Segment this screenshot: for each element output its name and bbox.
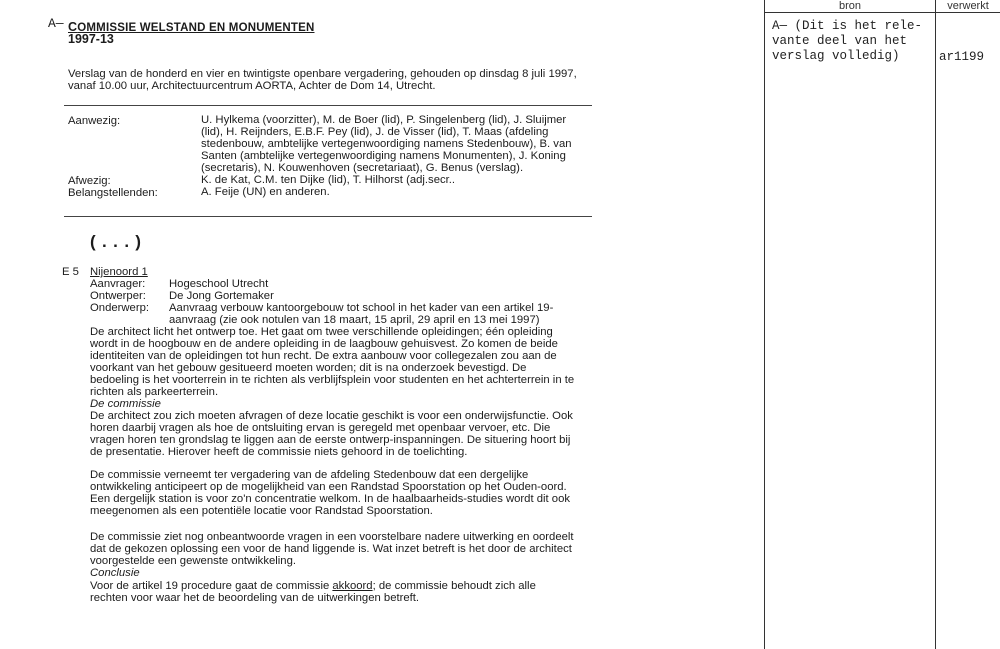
- conclusion-line: rechten voor waar het de beoordeling van de uitwerkingen betreft.: [90, 592, 420, 604]
- item-number: E 5: [62, 266, 79, 278]
- conclusion-line: [90, 580, 536, 592]
- present-line: (secretaris), N. Kouwenhoven (secretariaat), G. Benus (verslag).: [201, 162, 524, 174]
- processed-column-header: verwerkt: [947, 0, 989, 12]
- body-line: identiteiten van de opleidingen tot hun recht. De extra aanbouw voor collegezalen zou aan de: [90, 350, 557, 362]
- body-line: bedoeling is het voorterrein in te richten als verblijfsplein voor studenten en het achterterrein in te: [90, 374, 575, 386]
- body-line: Een dergelijk station is voor zo'n concentratie welkom. In de haalbaarheids-studies wordt dit ook: [90, 493, 571, 505]
- conclusion-heading: Conclusie: [90, 567, 140, 579]
- column-rule: [764, 0, 765, 649]
- designer-label: Ontwerper:: [90, 290, 146, 302]
- omission-marker: (...): [88, 234, 145, 253]
- present-line: U. Hylkema (voorzitter), M. de Boer (lid), P. Singelenberg (lid), J. Sluijmer: [201, 114, 567, 126]
- body-line: ontwikkeling anticipeert op de mogelijkheid van een Randstad Spoorstation op het Ouden-oord.: [90, 481, 567, 493]
- stakeholders-label: Belangstellenden:: [68, 187, 158, 199]
- intro-line-1: Verslag van de honderd en vier en twintigste openbare vergadering, gehouden op dinsdag 8 juli 1997,: [68, 68, 577, 80]
- applicant-value: Hogeschool Utrecht: [169, 278, 269, 290]
- body-line: dat de gekozen oplossing een voor de hand liggende is. Wat inzet betreft is het door de architect: [90, 543, 572, 555]
- divider-top: [64, 105, 592, 106]
- document-id: 1997-13: [68, 32, 114, 46]
- source-note-line: vante deel van het: [772, 34, 908, 48]
- body-line: De architect zou zich moeten afvragen of deze locatie geschikt is voor een onderwijsfunctie. Ook: [90, 410, 573, 422]
- subject-line: Aanvraag verbouw kantoorgebouw tot school in het kader van een artikel 19-: [169, 302, 554, 314]
- present-label: Aanwezig:: [68, 115, 121, 127]
- absent-text: K. de Kat, C.M. ten Dijke (lid), T. Hilhorst (adj.secr..: [201, 174, 456, 186]
- source-column-header: bron: [838, 0, 862, 12]
- body-line: De commissie verneemt ter vergadering van de afdeling Stedenbouw dat een dergelijke: [90, 469, 529, 481]
- divider-bottom: [64, 216, 592, 217]
- body-line: horen daarbij vragen als hoe de ontsluiting ervan is geregeld met openbaar vervoer, etc. Die: [90, 422, 551, 434]
- body-line: De commissie ziet nog onbeantwoorde vragen in een voorstelbare nadere uitwerking en oordeelt: [90, 531, 574, 543]
- title-text: OMMISSIE WELSTAND EN MONUMENTEN: [77, 22, 315, 34]
- body-line: wordt in de hoogbouw en de andere opleiding in de laagbouw gehuisvest. Zo komen de beide: [90, 338, 558, 350]
- conclusion-verdict: akkoord: [332, 580, 373, 592]
- title-initial: C: [68, 20, 78, 34]
- present-line: Santen (ambtelijke vertegenwoordiging namens Monumenten), J. Koning: [201, 150, 566, 162]
- conclusion-text: ; de commissie behoudt zich alle: [372, 580, 536, 592]
- intro-line-2: vanaf 10.00 uur, Architectuurcentrum AORTA, Achter de Dom 14, Utrecht.: [68, 80, 436, 92]
- processed-reference: ar1199: [939, 50, 985, 64]
- body-line: voorkant van het gebouw gesitueerd moeten worden; dit is na onderzoek bevestigd. De: [90, 362, 527, 374]
- section-marker: A—: [48, 16, 64, 31]
- body-line: de presentatie. Hierover heeft de commissie niets gehoord in de toelichting.: [90, 446, 468, 458]
- source-note-line: verslag volledig): [772, 49, 900, 63]
- absent-label: Afwezig:: [68, 175, 111, 187]
- source-note-line: A— (Dit is het rele-: [772, 19, 923, 33]
- body-line: richten als parkeerterrein.: [90, 386, 219, 398]
- subject-line: aanvraag (zie ook notulen van 18 maart, 15 april, 29 april en 13 mei 1997): [169, 314, 540, 326]
- body-line: meegenomen als een potentiële locatie voor Randstad Spoorstation.: [90, 505, 433, 517]
- column-rule: [935, 0, 936, 649]
- present-line: stedenbouw, ambtelijke vertegenwoordiging namens Stedenbouw), B. van: [201, 138, 572, 150]
- designer-value: De Jong Gortemaker: [169, 290, 274, 302]
- body-line: De architect licht het ontwerp toe. Het gaat om twee verschillende opleidingen; één opleiding: [90, 326, 553, 338]
- body-line: vragen horen ten grondslag te liggen aan de eerste ontwerp-inspanningen. De situering hoort bij: [90, 434, 571, 446]
- body-line: voorgestelde een gewenste ontwikkeling.: [90, 555, 296, 567]
- item-title: Nijenoord 1: [90, 266, 148, 278]
- stakeholders-text: A. Feije (UN) en anderen.: [201, 186, 330, 198]
- header-rule: [764, 12, 1000, 13]
- subject-label: Onderwerp:: [90, 302, 150, 314]
- present-line: (lid), H. Reijnders, E.B.F. Pey (lid), J. de Visser (lid), T. Maas (afdeling: [201, 126, 549, 138]
- applicant-label: Aanvrager:: [90, 278, 146, 290]
- commission-heading: De commissie: [90, 398, 161, 410]
- conclusion-text: Voor de artikel 19 procedure gaat de commissie: [90, 580, 333, 592]
